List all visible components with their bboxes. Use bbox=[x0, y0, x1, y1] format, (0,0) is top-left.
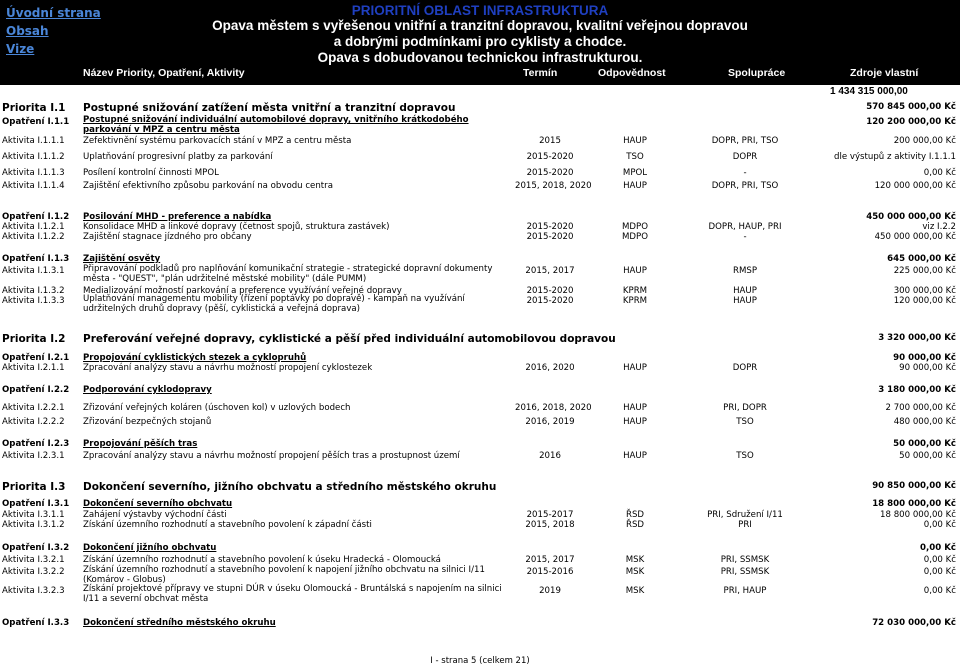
cell-term: 2015-2020 bbox=[526, 152, 574, 162]
cell-code: Priorita I.1 bbox=[2, 102, 66, 114]
cell-name: Postupné snižování individuální automobilové dopravy, vnitřního krátkodobého parkování v MPZ a centru města bbox=[83, 115, 469, 135]
cell-resp: HAUP bbox=[623, 403, 647, 413]
cell-name: Zřizování bezpečných stojanů bbox=[83, 417, 212, 427]
cell-name: Preferování veřejné dopravy, cyklistické a pěší před individuální automobilovou dopravou bbox=[83, 333, 616, 345]
cell-name: Zajištění stagnace jízdného pro občany bbox=[83, 232, 252, 242]
cell-resp: MSK bbox=[625, 567, 645, 577]
cell-coop: RMSP bbox=[732, 266, 758, 276]
cell-coop: PRI, Sdružení I/11 bbox=[707, 510, 783, 520]
cell-code: Aktivita I.1.2.2 bbox=[2, 232, 65, 242]
col-coop: Spolupráce bbox=[728, 67, 786, 79]
cell-name: Dokončení středního městského okruhu bbox=[83, 618, 276, 628]
cell-name: Získání územního rozhodnutí a stavebního povolení k západní části bbox=[83, 520, 372, 530]
cell-name: Zajištění efektivního způsobu parkování na obvodu centra bbox=[83, 181, 333, 191]
cell-resp: MDPO bbox=[622, 232, 648, 242]
cell-code: Aktivita I.1.3.3 bbox=[2, 296, 65, 306]
cell-code: Aktivita I.2.1.1 bbox=[2, 363, 65, 373]
cell-code: Priorita I.3 bbox=[2, 481, 66, 493]
cell-name: Uplatňování managementu mobility (řízení poptávky po dopravě) - kampaň na využívání udržitelných druhů dopravy (pěší, cyklistická a veřejná doprava) bbox=[83, 294, 465, 314]
cell-amt: 90 000,00 Kč bbox=[899, 363, 956, 373]
cell-term: 2015-2020 bbox=[526, 222, 574, 232]
cell-code: Aktivita I.1.3.1 bbox=[2, 266, 65, 276]
cell-code: Opatření I.3.2 bbox=[2, 543, 70, 553]
cell-amt: 450 000 000,00 Kč bbox=[874, 232, 956, 242]
cell-term: 2016, 2020 bbox=[525, 363, 575, 373]
contents-link[interactable]: Obsah bbox=[6, 24, 49, 38]
cell-coop: DOPR bbox=[732, 363, 758, 373]
cell-amt: 2 700 000,00 Kč bbox=[885, 403, 956, 413]
cell-resp: KPRM bbox=[622, 296, 648, 306]
cell-coop: HAUP bbox=[733, 296, 757, 306]
cell-name: Medializování možností parkování a preference využívání veřejné dopravy bbox=[83, 286, 402, 296]
cell-coop: PRI, HAUP bbox=[723, 586, 767, 596]
cell-name: Propojování cyklistických stezek a cyklopruhů bbox=[83, 353, 307, 363]
cell-resp: HAUP bbox=[623, 451, 647, 461]
cell-term: 2015, 2017 bbox=[525, 266, 575, 276]
vision-line-2: a dobrými podmínkami pro cyklisty a chodce. bbox=[333, 34, 627, 49]
cell-coop: PRI bbox=[738, 520, 752, 530]
cell-resp: KPRM bbox=[622, 286, 648, 296]
cell-code: Opatření I.2.2 bbox=[2, 385, 70, 395]
cell-name: Získání územního rozhodnutí a stavebního povolení k napojení jižního obchvatu na silnici I/11 (Komárov - Globus) bbox=[83, 565, 485, 585]
cell-resp: HAUP bbox=[623, 363, 647, 373]
cell-code: Priorita I.2 bbox=[2, 333, 66, 345]
cell-code: Aktivita I.2.2.1 bbox=[2, 403, 65, 413]
cell-amt: 18 800 000,00 Kč bbox=[880, 510, 956, 520]
cell-amt: 90 850 000,00 Kč bbox=[872, 481, 956, 491]
cell-code: Aktivita I.1.1.3 bbox=[2, 168, 65, 178]
col-src: Zdroje vlastní bbox=[850, 67, 919, 79]
col-name: Název Priority, Opatření, Aktivity bbox=[83, 67, 245, 79]
cell-resp: HAUP bbox=[623, 136, 647, 146]
cell-amt: 72 030 000,00 Kč bbox=[872, 618, 956, 628]
cell-code: Opatření I.3.1 bbox=[2, 499, 70, 509]
cell-term: 2015-2020 bbox=[526, 296, 574, 306]
cell-amt: 225 000,00 Kč bbox=[893, 266, 956, 276]
cell-term: 2015-2020 bbox=[526, 286, 574, 296]
cell-code: Aktivita I.2.3.1 bbox=[2, 451, 65, 461]
cell-name: Připravování podkladů pro naplňování komunikační strategie - strategické dopravní dokumenty města - "QUEST", "plán udržitelné městské mobility" (dále PUMM) bbox=[83, 264, 493, 284]
column-header bbox=[0, 66, 960, 82]
cell-coop: - bbox=[743, 232, 747, 242]
cell-amt: 0,00 Kč bbox=[920, 543, 956, 553]
cell-amt: 200 000,00 Kč bbox=[893, 136, 956, 146]
cell-term: 2015 bbox=[539, 136, 561, 146]
cell-name: Dokončení jižního obchvatu bbox=[83, 543, 217, 553]
cell-resp: MPOL bbox=[622, 168, 648, 178]
cell-amt: 18 800 000,00 Kč bbox=[872, 499, 956, 509]
cell-code: Opatření I.1.3 bbox=[2, 254, 70, 264]
cell-name: Zefektivnění systému parkovacích stání v MPZ a centru města bbox=[83, 136, 352, 146]
cell-name: Získání územního rozhodnutí a stavebního povolení k úseku Hradecká - Olomoucká bbox=[83, 555, 441, 565]
cell-coop: DOPR, HAUP, PRI bbox=[708, 222, 782, 232]
cell-code: Aktivita I.1.3.2 bbox=[2, 286, 65, 296]
cell-amt: 50 000,00 Kč bbox=[893, 439, 956, 449]
cell-code: Opatření I.2.1 bbox=[2, 353, 70, 363]
cell-amt: 50 000,00 Kč bbox=[899, 451, 956, 461]
cell-code: Aktivita I.3.2.3 bbox=[2, 586, 65, 596]
page-footer: I - strana 5 (celkem 21) bbox=[430, 656, 530, 666]
cell-amt: viz I.2.2 bbox=[922, 222, 956, 232]
cell-resp: HAUP bbox=[623, 417, 647, 427]
home-link[interactable]: Úvodní strana bbox=[6, 6, 101, 20]
cell-coop: - bbox=[743, 168, 747, 178]
vision-line-1: Opava městem s vyřešenou vnitřní a tranzitní dopravou, kvalitní veřejnou dopravou bbox=[212, 18, 748, 33]
cell-resp: ŘSD bbox=[625, 510, 645, 520]
cell-resp: TSO bbox=[626, 152, 644, 162]
cell-code: Aktivita I.3.1.2 bbox=[2, 520, 65, 530]
cell-amt: 3 320 000,00 Kč bbox=[878, 333, 956, 343]
cell-amt: 0,00 Kč bbox=[923, 567, 956, 577]
cell-code: Aktivita I.3.2.2 bbox=[2, 567, 65, 577]
cell-name: Zahájení výstavby východní části bbox=[83, 510, 227, 520]
cell-term: 2016, 2019 bbox=[525, 417, 575, 427]
cell-name: Zřizování veřejných koláren (úschoven kol) v uzlových bodech bbox=[83, 403, 351, 413]
cell-term: 2015, 2018 bbox=[525, 520, 575, 530]
cell-resp: MDPO bbox=[622, 222, 648, 232]
nav-links bbox=[6, 4, 102, 58]
cell-name: Zpracování analýzy stavu a návrhu možností propojení cyklostezek bbox=[83, 363, 373, 373]
cell-amt: 0,00 Kč bbox=[923, 586, 956, 596]
cell-term: 2019 bbox=[539, 586, 561, 596]
cell-code: Opatření I.2.3 bbox=[2, 439, 70, 449]
cell-coop: DOPR, PRI, TSO bbox=[711, 181, 779, 191]
cell-resp: HAUP bbox=[623, 181, 647, 191]
vision-link[interactable]: Vize bbox=[6, 42, 35, 56]
cell-amt: 450 000 000,00 Kč bbox=[866, 212, 956, 222]
cell-code: Aktivita I.1.1.1 bbox=[2, 136, 65, 146]
cell-name: Zpracování analýzy stavu a návrhu možností propojení pěších tras a prostupnost území bbox=[83, 451, 460, 461]
cell-coop: PRI, DOPR bbox=[723, 403, 767, 413]
cell-amt: 0,00 Kč bbox=[923, 168, 956, 178]
cell-amt: 645 000,00 Kč bbox=[887, 254, 956, 264]
cell-name: Postupné snižování zatížení města vnitřní a tranzitní dopravou bbox=[83, 102, 456, 114]
cell-term: 2016, 2018, 2020 bbox=[515, 403, 592, 413]
col-resp: Odpovědnost bbox=[598, 67, 666, 79]
cell-amt: 120 200 000,00 Kč bbox=[866, 117, 956, 127]
cell-name: Získání projektové přípravy ve stupni DÚR v úseku Olomoucká - Bruntálská s napojením na silnici I/11 a severní obchvat města bbox=[83, 584, 502, 604]
cell-term: 2015-2020 bbox=[526, 232, 574, 242]
cell-name: Propojování pěších tras bbox=[83, 439, 198, 449]
cell-coop: TSO bbox=[736, 451, 754, 461]
cell-coop: TSO bbox=[736, 417, 754, 427]
cell-amt: 120 000 000,00 Kč bbox=[874, 181, 956, 191]
cell-amt: 0,00 Kč bbox=[923, 520, 956, 530]
cell-coop: DOPR bbox=[732, 152, 758, 162]
cell-amt: 300 000,00 Kč bbox=[893, 286, 956, 296]
cell-resp: HAUP bbox=[623, 266, 647, 276]
cell-coop: DOPR, PRI, TSO bbox=[711, 136, 779, 146]
col-term: Termín bbox=[523, 67, 558, 79]
cell-code: Opatření I.1.1 bbox=[2, 117, 70, 127]
cell-amt: 0,00 Kč bbox=[923, 555, 956, 565]
cell-name: Posílení kontrolní činnosti MPOL bbox=[83, 168, 219, 178]
cell-term: 2015, 2018, 2020 bbox=[515, 181, 592, 191]
vision-line-3: Opava s dobudovanou technickou infrastrukturou. bbox=[317, 50, 643, 65]
cell-term: 2015-2017 bbox=[526, 510, 574, 520]
cell-code: Aktivita I.1.1.2 bbox=[2, 152, 65, 162]
cell-name: Uplatňování progresivní platby za parkování bbox=[83, 152, 273, 162]
cell-name: Zajištění osvěty bbox=[83, 254, 161, 264]
cell-term: 2015, 2017 bbox=[525, 555, 575, 565]
cell-amt: 90 000,00 Kč bbox=[893, 353, 956, 363]
cell-amt: dle výstupů z aktivity I.1.1.1 bbox=[834, 152, 956, 162]
cell-code: Opatření I.1.2 bbox=[2, 212, 70, 222]
cell-term: 2015-2016 bbox=[526, 567, 574, 577]
cell-name: Konsolidace MHD a linkové dopravy (četnost spojů, struktura zastávek) bbox=[83, 222, 390, 232]
grand-total: 1 434 315 000,00 bbox=[830, 86, 908, 97]
cell-name: Dokončení severního, jižního obchvatu a středního městského okruhu bbox=[83, 481, 497, 493]
cell-coop: HAUP bbox=[733, 286, 757, 296]
cell-code: Opatření I.3.3 bbox=[2, 618, 70, 628]
cell-name: Posilování MHD - preference a nabídka bbox=[83, 212, 272, 222]
cell-code: Aktivita I.3.1.1 bbox=[2, 510, 65, 520]
cell-term: 2015-2020 bbox=[526, 168, 574, 178]
cell-amt: 570 845 000,00 Kč bbox=[866, 102, 956, 112]
cell-code: Aktivita I.1.1.4 bbox=[2, 181, 65, 191]
cell-code: Aktivita I.1.2.1 bbox=[2, 222, 65, 232]
cell-resp: ŘSD bbox=[625, 520, 645, 530]
cell-resp: MSK bbox=[625, 555, 645, 565]
cell-amt: 120 000,00 Kč bbox=[893, 296, 956, 306]
cell-amt: 480 000,00 Kč bbox=[893, 417, 956, 427]
cell-amt: 3 180 000,00 Kč bbox=[878, 385, 956, 395]
cell-code: Aktivita I.3.2.1 bbox=[2, 555, 65, 565]
cell-name: Podporování cyklodopravy bbox=[83, 385, 212, 395]
cell-term: 2016 bbox=[539, 451, 561, 461]
cell-resp: MSK bbox=[625, 586, 645, 596]
cell-code: Aktivita I.2.2.2 bbox=[2, 417, 65, 427]
cell-coop: PRI, SSMSK bbox=[720, 555, 770, 565]
cell-name: Dokončení severního obchvatu bbox=[83, 499, 233, 509]
area-title: PRIORITNÍ OBLAST INFRASTRUKTURA bbox=[351, 3, 609, 18]
cell-coop: PRI, SSMSK bbox=[720, 567, 770, 577]
